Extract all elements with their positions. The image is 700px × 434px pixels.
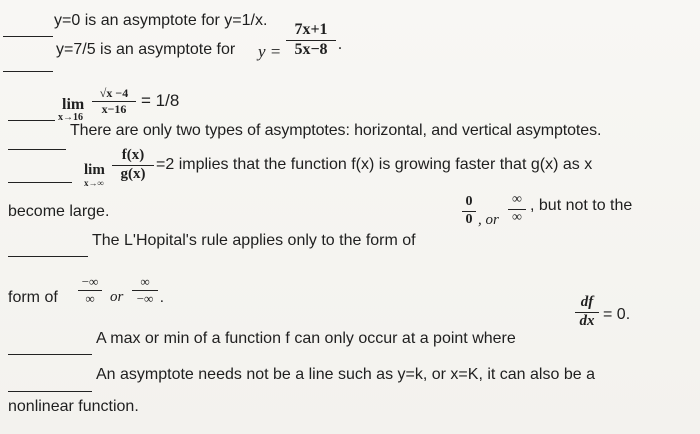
fraction-numerator: df (580, 294, 594, 310)
statement-5-continuation: become large. (8, 203, 110, 220)
fraction-numerator: ∞ (512, 192, 522, 207)
answer-blank-4[interactable] (8, 149, 66, 150)
statement-8: An asymptote needs not be a line such as y=k, or x=K, it can also be a (96, 366, 595, 383)
fraction-numerator: −∞ (81, 274, 99, 289)
answer-blank-3[interactable] (8, 120, 55, 121)
statement-2-period: . (338, 36, 342, 53)
fraction-inf-over-inf (508, 193, 526, 225)
fraction-denominator: 0 (465, 211, 473, 227)
statement-6-period: . (160, 290, 164, 306)
answer-blank-7[interactable] (8, 354, 92, 355)
fraction-numerator: √x −4 (99, 86, 129, 100)
fraction-denominator: g(x) (120, 165, 146, 182)
fraction-7x1-over-5x8 (286, 22, 336, 59)
fraction-numerator: 0 (465, 194, 473, 209)
fraction-numerator: f(x) (121, 147, 145, 163)
statement-7-rhs: = 0. (603, 306, 631, 323)
fraction-numerator: ∞ (140, 274, 150, 289)
fraction-denominator: 5x−8 (294, 40, 328, 58)
answer-blank-8[interactable] (8, 391, 92, 392)
statement-1: y=0 is an asymptote for y=1/x. (54, 12, 268, 29)
fraction-numerator: 7x+1 (294, 21, 328, 38)
fraction-denominator: ∞ (512, 209, 522, 225)
limit-label-5: lim (84, 162, 105, 178)
statement-8-continuation: nonlinear function. (8, 398, 139, 415)
statement-6-form-of: form of (8, 289, 58, 306)
statement-4: There are only two types of asymptotes: horizontal, and vertical asymptotes. (70, 122, 602, 139)
fraction-sqrtx-over-x16 (92, 87, 136, 115)
statement-2 (56, 41, 235, 59)
fraction-neginf-over-inf (78, 275, 102, 305)
answer-blank-6[interactable] (8, 256, 88, 257)
fraction-zero-over-zero (462, 195, 476, 227)
fraction-denominator: dx (579, 312, 595, 329)
limit-subscript-5: x→∞ (84, 178, 104, 188)
limit-subscript-3: x→16 (58, 112, 83, 123)
statement-2-text: y=7/5 is an asymptote for (56, 41, 236, 58)
statement-6-or-2: or (110, 289, 124, 305)
statement-6-tail: , but not to the (530, 197, 633, 214)
statement-6-or: , or (478, 212, 499, 228)
answer-blank-5[interactable] (8, 182, 72, 183)
fraction-denominator: −∞ (136, 290, 154, 306)
fraction-denominator: x−16 (101, 101, 127, 116)
limit-label-3: lim (62, 96, 85, 113)
statement-7: A max or min of a function f can only occur at a point where (96, 330, 516, 347)
statement-6: The L'Hopital's rule applies only to the form of (92, 232, 416, 249)
statement-2-y: y = (258, 42, 282, 61)
fraction-inf-over-neginf (132, 275, 158, 305)
statement-5: =2 implies that the function f(x) is growing faster that g(x) as x (156, 156, 593, 173)
answer-blank-2[interactable] (3, 71, 53, 72)
fraction-denominator: ∞ (85, 290, 95, 306)
fraction-df-over-dx (575, 295, 599, 330)
answer-blank-1[interactable] (3, 36, 53, 37)
fraction-f-over-g (112, 148, 154, 183)
limit-result-3: = 1/8 (141, 91, 180, 110)
